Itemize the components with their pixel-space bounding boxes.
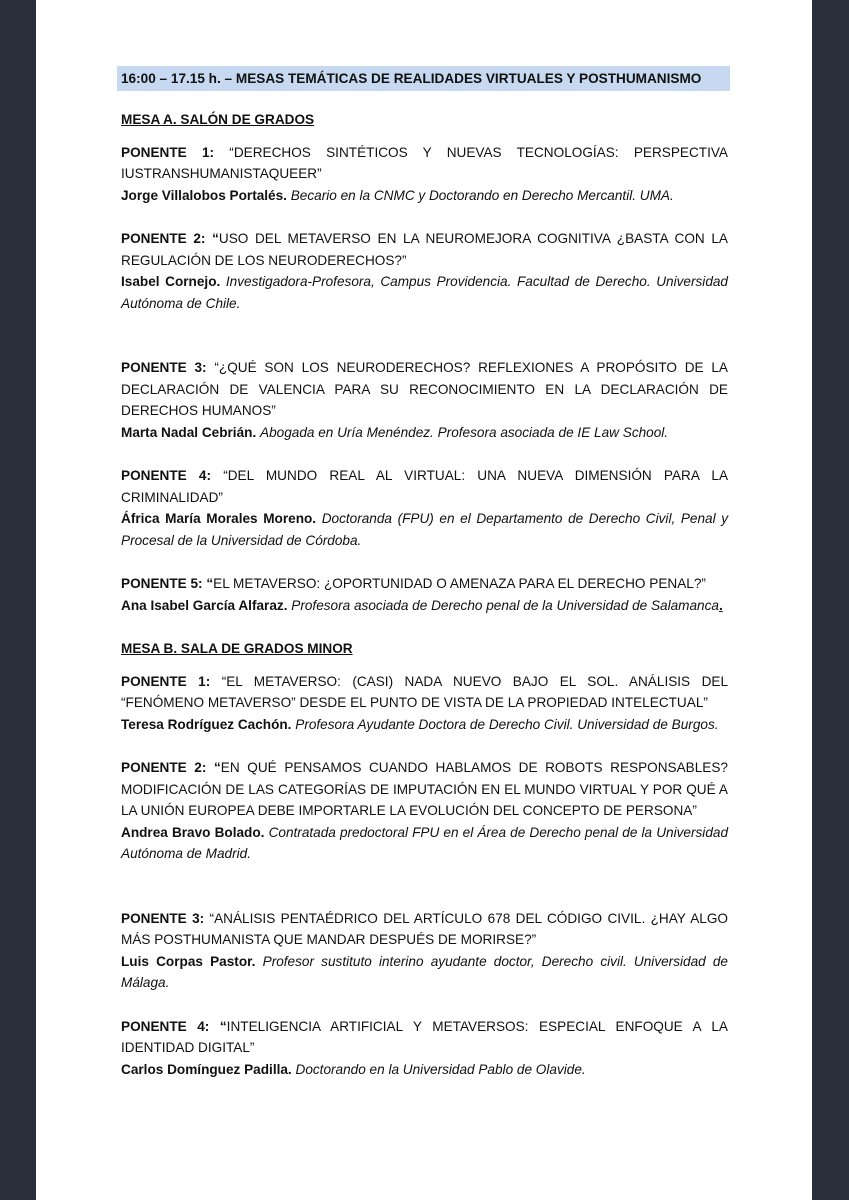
mesa-a-talk-3 (121, 357, 728, 443)
talk-label: PONENTE 5: “ (121, 576, 214, 591)
speaker-affiliation: Becario en la CNMC y Doctorando en Derecho Mercantil. UMA. (290, 187, 674, 203)
mesa-b-talk-2 (121, 757, 728, 865)
trailing-period: . (718, 597, 723, 613)
talk-label: PONENTE 3: (121, 360, 207, 375)
talk-title: “DERECHOS SINTÉTICOS Y NUEVAS TECNOLOGÍAS: PERSPECTIVA IUSTRANSHUMANISTAQUEER” (121, 144, 728, 181)
document-page (121, 66, 728, 1102)
speaker-affiliation: Contratada predoctoral FPU en el Área de Derecho penal de la Universidad Autónoma de Madrid. (121, 824, 729, 861)
mesa-b-talk-3 (121, 908, 728, 994)
speaker-affiliation: Profesora asociada de Derecho penal de la Universidad de Salamanca (291, 597, 719, 613)
speaker-affiliation: Abogada en Uría Menéndez. Profesora asociada de IE Law School. (260, 424, 669, 440)
speaker-name: Marta Nadal Cebrián. (121, 424, 257, 440)
mesa-b-title: MESA B. SALA DE GRADOS MINOR (121, 641, 353, 656)
mesa-a-talk-4 (121, 465, 728, 551)
mesa-a-talk-2 (121, 228, 728, 314)
speaker-name: Carlos Domínguez Padilla. (121, 1061, 292, 1077)
talk-title: EL METAVERSO: ¿OPORTUNIDAD O AMENAZA PARA EL DERECHO PENAL?” (213, 576, 706, 591)
talk-label: PONENTE 2: “ (121, 231, 219, 246)
talk-title: EN QUÉ PENSAMOS CUANDO HABLAMOS DE ROBOTS RESPONSABLES? MODIFICACIÓN DE LAS CATEGORÍAS DE IMPUTACIÓN EN EL MUNDO VIRTUAL Y POR QUÉ A LA UNIÓN EUROPEA DEBE IMPORTARLE LA EVOLUCIÓN DEL CONCEPTO DE PERSONA” (121, 760, 728, 818)
right-margin-bar (812, 0, 849, 1200)
speaker-name: Luis Corpas Pastor. (121, 953, 256, 969)
left-margin-bar (0, 0, 36, 1200)
speaker-affiliation: Profesora Ayudante Doctora de Derecho Civil. Universidad de Burgos. (295, 716, 719, 732)
mesa-b-talk-4 (121, 1016, 728, 1081)
mesa-a-talk-5 (121, 573, 728, 616)
talk-title: “DEL MUNDO REAL AL VIRTUAL: UNA NUEVA DIMENSIÓN PARA LA CRIMINALIDAD” (121, 468, 729, 505)
speaker-name: Andrea Bravo Bolado. (121, 824, 265, 840)
talk-label: PONENTE 3: (121, 910, 205, 926)
talk-label: PONENTE 1: (121, 144, 215, 160)
mesa-a-talk-1 (121, 142, 728, 207)
speaker-affiliation: Investigadora-Profesora, Campus Providencia. Facultad de Derecho. Universidad Autónoma de Chile. (121, 274, 728, 311)
talk-label: PONENTE 4: (121, 468, 211, 483)
speaker-name: Jorge Villalobos Portalés. (121, 187, 287, 203)
talk-title: USO DEL METAVERSO EN LA NEUROMEJORA COGNITIVA ¿BASTA CON LA REGULACIÓN DE LOS NEURODERECHOS?” (121, 231, 729, 268)
talk-title: “ANÁLISIS PENTAÉDRICO DEL ARTÍCULO 678 DEL CÓDIGO CIVIL. ¿HAY ALGO MÁS POSTHUMANISTA QUE MANDAR DESPUÉS DE MORIRSE?” (121, 910, 728, 947)
session-heading: 16:00 – 17.15 h. – MESAS TEMÁTICAS DE REALIDADES VIRTUALES Y POSTHUMANISMO (117, 66, 730, 91)
speaker-name: Ana Isabel García Alfaraz. (121, 597, 288, 613)
talk-title: INTELIGENCIA ARTIFICIAL Y METAVERSOS: ESPECIAL ENFOQUE A LA IDENTIDAD DIGITAL” (121, 1018, 728, 1055)
speaker-affiliation: Profesor sustituto interino ayudante doctor, Derecho civil. Universidad de Málaga. (121, 953, 728, 990)
talk-title: “¿QUÉ SON LOS NEURODERECHOS? REFLEXIONES A PROPÓSITO DE LA DECLARACIÓN DE VALENCIA PARA SU RECONOCIMIENTO EN LA DECLARACIÓN DE DERECHOS HUMANOS” (121, 360, 728, 418)
talk-label: PONENTE 2: “ (121, 760, 221, 775)
mesa-b-talk-1 (121, 671, 728, 736)
speaker-name: Teresa Rodríguez Cachón. (121, 716, 292, 732)
speaker-affiliation: Doctoranda (FPU) en el Departamento de Derecho Civil, Penal y Procesal de la Universidad de Córdoba. (121, 511, 729, 548)
mesa-a-title: MESA A. SALÓN DE GRADOS (121, 112, 315, 127)
speaker-name: Isabel Cornejo. (121, 274, 221, 289)
speaker-name: África María Morales Moreno. (121, 511, 317, 526)
speaker-affiliation: Doctorando en la Universidad Pablo de Olavide. (295, 1061, 586, 1077)
talk-title: “EL METAVERSO: (CASI) NADA NUEVO BAJO EL SOL. ANÁLISIS DEL “FENÓMENO METAVERSO” DESDE EL PUNTO DE VISTA DE LA PROPIEDAD INTELECTUAL” (121, 673, 729, 710)
talk-label: PONENTE 4: “ (121, 1018, 227, 1034)
talk-label: PONENTE 1: (121, 673, 211, 689)
